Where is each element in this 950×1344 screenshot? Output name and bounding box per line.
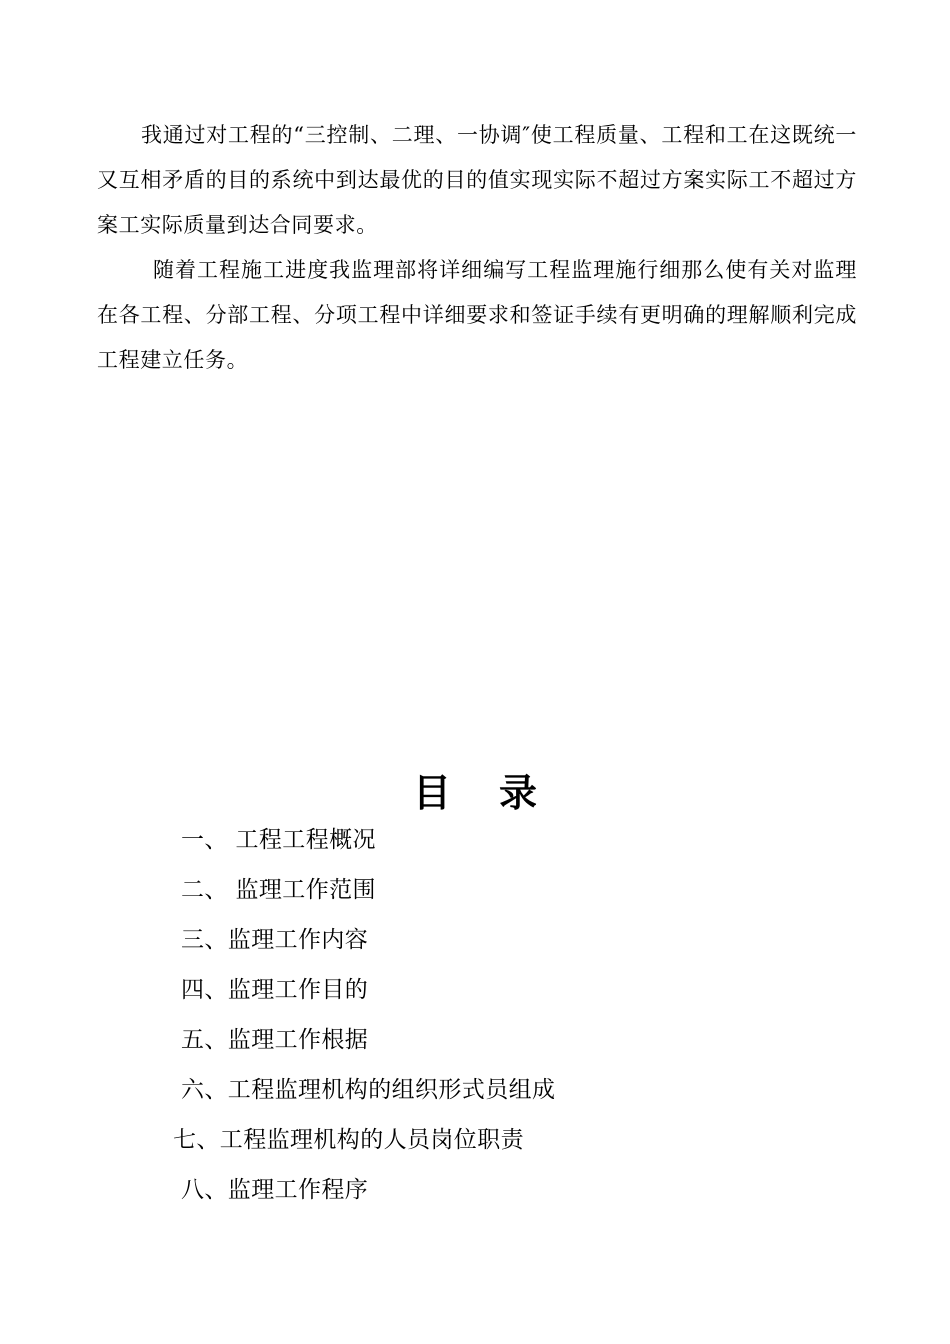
toc-item-3: 三、监理工作内容 [181,927,369,953]
toc-item-5: 五、监理工作根据 [181,1027,369,1053]
toc-item-8: 八、监理工作程序 [181,1177,369,1203]
body-paragraph-1: 我通过对工程的“三控制、二理、一协调″使工程质量、工程和工在这既统一又互相矛盾的目的系统中到达最优的目的值实现实际不超过方案实际工不超过方案工实际质量到达合同要求。 [97,123,857,237]
body-paragraph-2: 随着工程施工进度我监理部将详细编写工程监理施行细那么使有关对监理在各工程、分部工程、分项工程中详细要求和签证手续有更明确的理解顺利完成工程建立任务。 [97,258,857,372]
toc-title: 目录 [412,771,585,815]
toc-item-2: 二、 监理工作范围 [181,877,376,903]
toc-item-1: 一、 工程工程概况 [181,827,376,853]
toc-item-4: 四、监理工作目的 [181,977,369,1003]
toc-item-6: 六、工程监理机构的组织形式员组成 [181,1077,556,1103]
toc-item-7: 七、工程监理机构的人员岗位职责 [173,1127,524,1153]
